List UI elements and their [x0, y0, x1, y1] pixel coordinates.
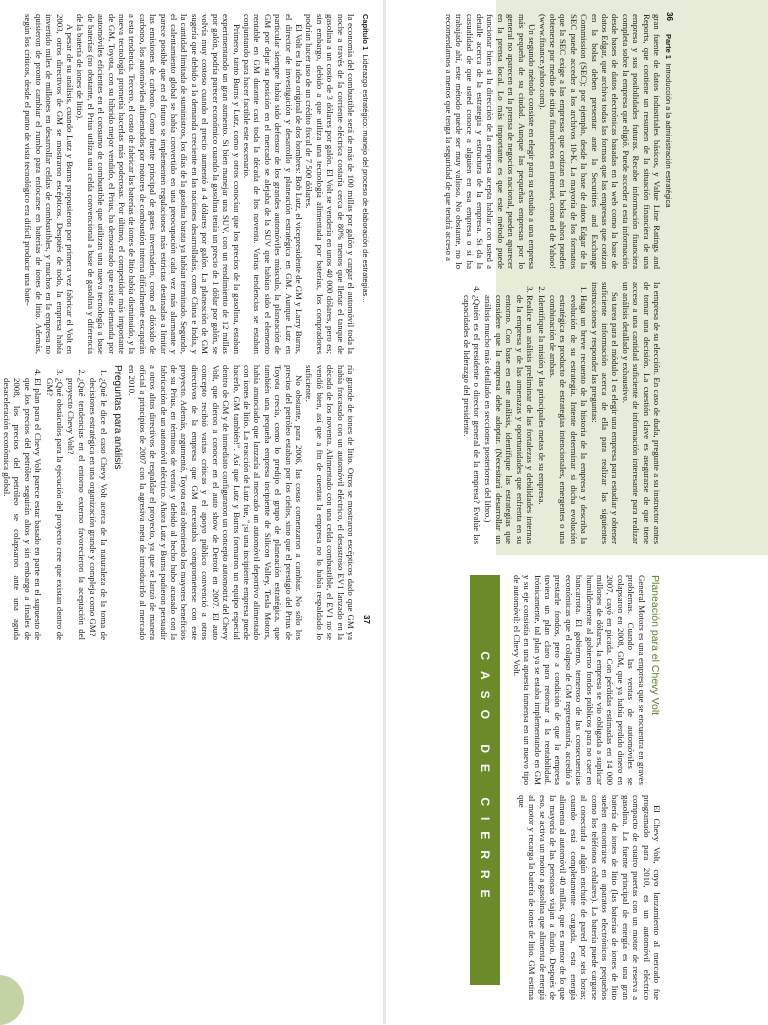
paragraph: No obstante, para 2006, las cosas comenzaron a cambiar. No sólo los precios del petróleo estaban por los cielos, sino que el prestigio del Prius de Toyota crecía, como lo predijo el grupo de planeación estratégica, que también una pequeña empresa incipiente de Silicon Valley, Tesla Motors, había anunciado que lanzaría al mercado un automóvil deportivo alimentado con iones de litio. La reacción de Lutz fue, "¡si una incipiente empresa puede hacerlo, GM también!". Así que Lutz y Burns formaron un equipo especial dentro de GM y de inmediato configuraron un concepto automotriz del Chevy Volt, que dieron a conocer en el auto show de Detroit en 2007. El auto concepto recibió varias críticas y el apoyo público convenció a otros directivos de la empresa que GM necesitaba comprometerse con este proyecto. Además, argumentó, Toyota está obteniendo los mayores beneficios de su Prius, en términos de ventas y debido al hecho hubo acusado con la fabricación de un automóvil eléctrico. Ahora Lutz y Burns pudieron persuadir a otros altos directivos de respaldar el proyecto, ya que se lanzó de manera oficial a principios de 2007 con la agresiva meta de introducirlo al mercado en 2010. — [127, 365, 304, 640]
paragraph: El Chevy Volt, cuyo lanzamiento al mercado fue programado para 2010, es un automóvil eléctrico compacto de cuatro puertas con un motor de reserva a gasolina. La fuente principal de energía es una gran batería de iones de litio (las baterías de iones de litio suelen encontrarse en aparatos electrónicos pequeños como los teléfonos celulares). La batería puede cargarse al conectarla a algún enchufe de pared por seis horas; cuando está completamente cargada, esta energía alimenta al automóvil 40 millas, que es menor de lo que la mayoría de las personas viajan a diario. Después de eso, se activa un motor a gasolina que alimenta de energía al motor y recarga la batería de iones de litio. GM estima que — [516, 795, 662, 1000]
paragraph: Primero, tanto Burns y Lutz, como y otros conocían que los precios de la gasolina, estaban experimentando un gran aumento. Si bien manejar una SUV, con un rendimiento de 12 millas por galón, podría parecer económico cuando la gasolina tenía un precio de 1 dólar por galón, se volvía muy costoso cuando el precio aumentó a 4 dólares por galón. La planeación de GM sugería que debido a la demanda creciente en las naciones desarrolladas, como China e India, y la cantidad limitada de suministros, los días de la gasolina barata ya habían terminado. Segundo, el calentamiento global se había convertido en una preocupación cada vez más alarmante y parece posible que en el futuro se implementen regulaciones más estrictas destinadas a limitar las emisiones de carbono. Como fuente principal de gases invernadero, como el dióxido de carbono, los automóviles alimentados por motores de combustión interna difícilmente escaparán a esta tendencia. Tercero, el costo de fabricar las baterías de iones de litio había disminuido, y la nueva tecnología prometía hacerlas más poderosas. Por último, el competidor más importante de GM, Toyota, con su híbrido mejor vendido, el Prius, ha demostrado que existe demanda por automóviles eficientes en el consumo de combustible que utilizan una nueva tecnología a base de baterías (no obstante, el Prius utiliza una celda convencional a base de gasolina y diferencia de la batería de iones de litio). — [75, 14, 242, 354]
paragraph: El Volt es la idea original de dos hombres: Bob Lutz, el vicepresidente de GM y Larry Burns, el director de investigación y desarrollo y planeación estratégica en GM. Aunque Lutz en particular siempre había sido defensor de los grandes automóviles músculo, la planeación de GM por dejar su posición en el mercado se alejaba de la SUV que habían sido el elemento rentable en GM durante casi toda la década de los noventa. Varias tendencias se estaban conjuntando para hacer factible este escenario. — [241, 14, 304, 354]
sub-question-item — [0, 391, 2, 640]
question-item: 1. ¿Qué le dice el caso Chevy Volt acerca de la naturaleza de la toma de decisiones estratégica en una organización grande y compleja como GM? — [88, 378, 109, 640]
exercise-col-2 — [461, 282, 662, 544]
header-title: Introducción a la administración estratégica — [664, 63, 673, 208]
case-continued-note — [396, 575, 468, 1000]
case-col-1 — [502, 575, 662, 785]
question-text: El plan para el Chevy Volt parece estar basado en parte en el supuesto de que los precios del petróleo seguirán altos y sin embargo a finales de 2008, los precios del petróleo se colapsaron ante una aguda desaceleración económica global. — [2, 378, 44, 640]
page-number: 36 — [665, 12, 674, 21]
list-item: 1. Haga un breve recuento de la historia de la empresa y describa la evolución de su estrategia. Intente determinar si dicha evolución estratégica es producto de estrategias intencionales, emergentes o una combinación de ambas. — [548, 295, 590, 544]
paragraph: A pesar de su análisis, cuando Lutz y Burns propusieron por primera vez fabricar el Volt en 2003, otros directivos de GM se mostraron escépticos. Después de todo, la empresa había invertido miles de millones en desarrollar celdas de combustibles, y muchos en la empresa no quisieron de pronto cambiar el rumbo para enfocarse en baterías de iones de litio. Además, según los críticos, desde el punto de vista tecnológico era difícil producir una bate- — [23, 14, 76, 354]
sub-questions-list — [0, 378, 2, 640]
question-item — [0, 378, 43, 640]
question-item: 3. ¿Qué obstáculos para la ejecución del proyecto cree que existan dentro de GM? — [44, 378, 65, 640]
page-number: 37 — [362, 615, 371, 624]
paragraph: la economía del combustible será de más de 100 millas por galón y cargar el automóvil toda la noche a través de la corriente eléctrica costaría cerca de 80% menos que llenar el tanque de gasolina a un costo de 3 dólares por galón. El Volt se vendería en unos 40 000 dólares, pero es; sin embargo, debido a que utiliza una tecnología alimentada por baterías, los compradores podrían hacer uso de un crédito fiscal de 7 500 dólares. — [304, 14, 356, 354]
header-title: Liderazgo estratégico: manejo del proceso de elaboración de estrategias... — [361, 54, 370, 303]
list-item: 3. Realice un análisis preliminar de las fortalezas y debilidades internas de la empresa y de las amenazas y oportunidades que enfrenta en su entorno. Con base en este análisis, identifique las estrategias que considere que la empresa debe adoptar. (Necesitará desarrollar un análisis mucho más detallado en secciones posteriores del libro.) — [483, 295, 535, 544]
page-36 — [384, 0, 768, 1024]
question-item: 2. ¿Qué tendencias en el entorno externo favorecieron la aceptación del proyecto Chevy Volt? — [66, 378, 87, 640]
page-37 — [0, 0, 384, 1024]
running-header — [361, 14, 370, 303]
case-col-3 — [21, 14, 356, 354]
header-part: Capítulo 1 — [361, 14, 370, 51]
closing-case-title: CASO DE CIERRE — [478, 651, 492, 909]
header-part: Parte 1 — [664, 34, 673, 60]
paragraph: gran fuente de datos industriales básicos, y Value Line Ratings and Reports, que contiene un resumen de la situación financiera de una empresa y sus posibilidades futuras. Recabe información financiera completa sobre la empresa que eligió. Puede acceder a esta información desde bases de datos electrónicas basadas en la web como la base de datos Edgar, que archiva todas las formas que las empresas que cotizan en la bolsa deben presentar ante la Securities and Exchange Commission (SEC); por ejemplo, desde la base de datos Edgar de la SEC puede acceder a los archivos 10-K. La mayoría de los formatos que la SEC exige a las empresas que cotizan en la bolsa ahora pueden obtenerse por medio de sitios financieros en internet, como el de Yahoo! (www.finance.yahoo.com). — [537, 14, 662, 269]
paragraph: General Motors es una empresa que se encuentra en graves problemas. Cuando las ventas de automóviles se colapsaron en 2008, GM, que ya había perdido dinero en 2007, cayó en picada. Con pérdidas estimadas en 14 000 millones de dólares, la empresa se vio obligada a suplicar humildemente al gobierno fondos públicos para no caer en bancarrota. El gobierno, temeroso de las consecuencias económicas que el colapso de GM representaría, accedió a prestarle fondos, pero a condición de que la empresa tuviera un plan claro para retornar a la rentabilidad. Irónicamente, tal plan ya se estaba implementando en GM y su eje consistía en una apuesta inmensa en un nuevo tipo de automóvil: el Chevy Volt. — [511, 575, 647, 785]
case-col-4 — [2, 365, 356, 640]
paragraph: Su tarea para el módulo 1 es elegir una empresa para estudiar y obtener suficiente información acerca de ella para realizar las siguientes instrucciones y responder las preguntas: — [589, 282, 621, 544]
exercise-col-1 — [443, 14, 662, 269]
closing-case-banner — [470, 575, 500, 985]
chapter-tab-marker — [0, 975, 24, 1025]
running-header — [664, 34, 673, 207]
paragraph: ría grande de iones de litio. Otros se mostraron escépticos dado que GM ya había fracasado con un automóvil eléctrico, el desastroso EV1 lanzado en la década de los noventa. Alimentado con una celda combustible, el EV1 no se vendió bien, así que a fin de cuentas la empresa no lo había respaldado lo suficiente. — [304, 365, 356, 640]
paragraph: Un segundo método consiste en elegir para su estudio a una empresa más pequeña de su ciudad. Aunque las pequeñas empresas por lo general no aparecen en la prensa de negocios nacional, pueden aparecer en la prensa local. Lo más importante es que este método puede funcionar bien si la dirección de la empresa acepta hablar con usted a detalle acerca de la estrategia y estructura de la empresa. Si da la casualidad de que usted conoce a alguien en esa empresa o si ha trabajado ahí, este método puede ser muy valioso. No obstante, no lo recomendamos a menos que tenga la seguridad de que tendrá acceso a — [443, 14, 538, 269]
list-item: 2. Identifique la misión y las principales metas de su empresa. — [536, 295, 546, 544]
questions-heading: Preguntas para análisis — [112, 365, 124, 470]
case-heading: Planeación para el Chevy Volt — [649, 575, 661, 716]
questions-list — [0, 365, 109, 640]
instructions-list — [461, 282, 589, 544]
case-col-2 — [502, 795, 662, 1000]
paragraph: la empresa de su elección. En caso de duda, pregunte a su instructor antes de tomar una decisión. La cuestión clave es asegurarse de que tiene acceso a una cantidad suficiente de información interesante para realizar un análisis detallado y exhaustivo. — [620, 282, 662, 544]
list-item: 4. ¿Quién es el presidente o director general de la empresa? Evalúe las capacidades de liderazgo del presidente. — [461, 295, 482, 544]
